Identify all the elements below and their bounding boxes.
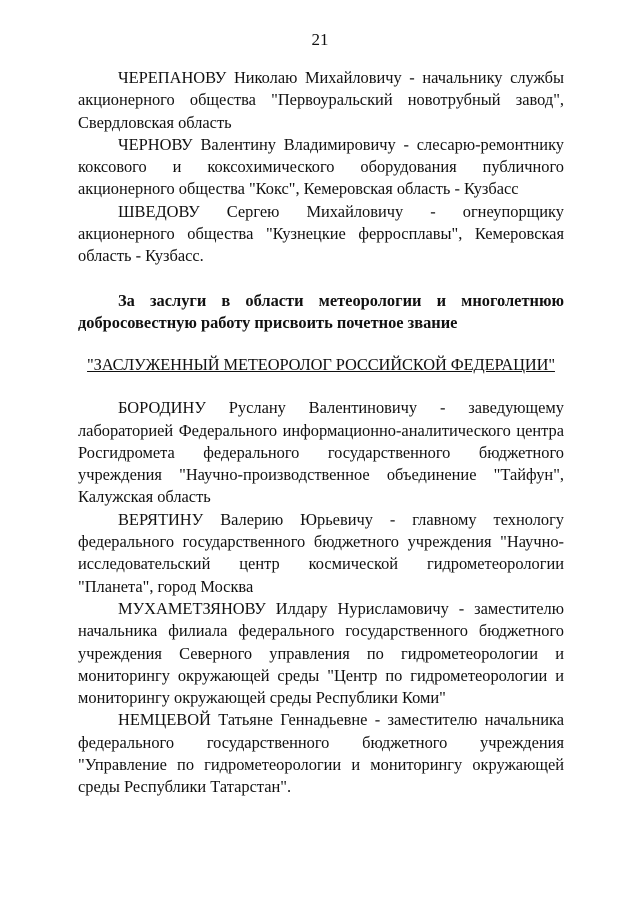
award-entry-cherepanov: ЧЕРЕПАНОВУ Николаю Михайловичу - начальнику службы акционерного общества "Первоуральский новотрубный завод", Свердловская область bbox=[78, 68, 564, 132]
honorary-title: "ЗАСЛУЖЕННЫЙ МЕТЕОРОЛОГ РОССИЙСКОЙ ФЕДЕРАЦИИ" bbox=[87, 355, 555, 375]
award-entry-mukhametzyanov: МУХАМЕТЗЯНОВУ Илдару Нурисламовичу - заместителю начальника филиала федерального государственного бюджетного учреждения Северного управления по гидрометеорологии и мониторингу окружающей среды "Центр по гидрометеорологии и мониторингу окружающей среды Республики Коми" bbox=[78, 598, 564, 708]
section-heading: За заслуги в области метеорологии и многолетнюю добросовестную работу присвоить почетное звание bbox=[78, 290, 564, 332]
award-entry-borodin: БОРОДИНУ Руслану Валентиновичу - заведующему лабораторией Федерального информационно-аналитического центра Росгидромета федерального государственного бюджетного учреждения "Научно-производственное объединение "Тайфун", Калужская область bbox=[78, 398, 564, 507]
page-number: 21 bbox=[311, 30, 329, 49]
document-body bbox=[78, 67, 564, 799]
award-entry-chernov: ЧЕРНОВУ Валентину Владимировичу - слесарю-ремонтнику коксового и коксохимического оборудования публичного акционерного общества "Кокс", Кемеровская область - Кузбасс bbox=[78, 134, 564, 199]
award-entry-shvedov: ШВЕДОВУ Сергею Михайловичу - огнеупорщику акционерного общества "Кузнецкие ферросплавы", Кемеровская область - Кузбасс. bbox=[78, 201, 564, 266]
award-entry-veryatin: ВЕРЯТИНУ Валерию Юрьевичу - главному технологу федерального государственного бюджетного учреждения "Научно-исследовательский центр космической гидрометеорологии "Планета", город Москва bbox=[78, 509, 564, 596]
award-entry-nemtseva: НЕМЦЕВОЙ Татьяне Геннадьевне - заместителю начальника федерального государственного бюджетного учреждения "Управление по гидрометеорологии и мониторингу окружающей среды Республики Татарстан". bbox=[78, 710, 564, 797]
